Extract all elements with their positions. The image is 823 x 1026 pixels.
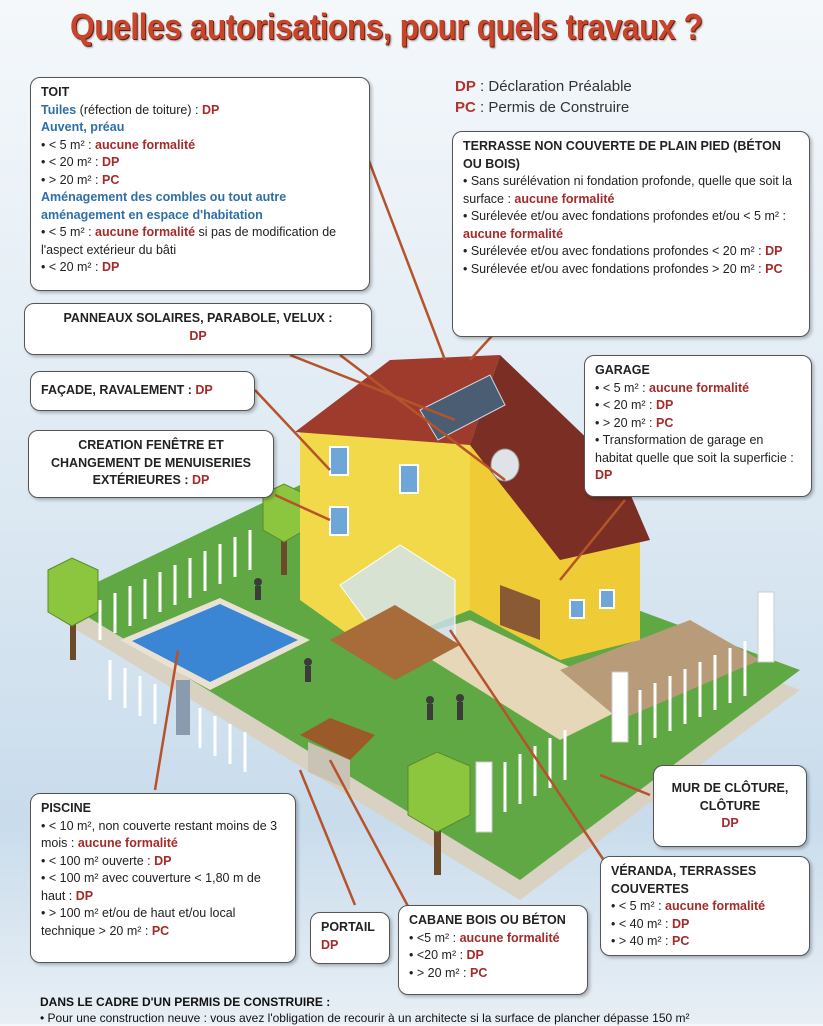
window	[600, 590, 614, 608]
list-item: • < 5 m² : aucune formalité	[595, 380, 750, 395]
box-toit	[30, 77, 370, 291]
mur-heading: MUR DE CLÔTURE, CLÔTURE	[671, 781, 789, 813]
fence-pillar	[176, 680, 190, 735]
list-item: • < 20 m² : DP	[595, 398, 674, 412]
footer	[40, 994, 690, 1026]
box-facade: FAÇADE, RAVALEMENT : DP	[30, 371, 255, 411]
window	[330, 447, 348, 475]
legend	[455, 76, 632, 118]
list-item: • Sans surélévation ni fondation profonde, quelle que soit la surface : aucune formalité	[463, 174, 792, 206]
toit-auvent-heading: Auvent, préau	[41, 120, 125, 134]
portail-value: DP	[321, 937, 339, 952]
list-item: • Transformation de garage en habitat quelle que soit la superficie : DP	[595, 433, 794, 482]
box-panneaux	[24, 303, 372, 355]
portail-heading: PORTAIL	[321, 920, 375, 934]
panneaux-value: DP	[189, 328, 207, 343]
box-cabane	[398, 905, 588, 995]
cabane-heading: CABANE BOIS OU BÉTON	[409, 913, 566, 927]
box-mur	[653, 765, 807, 847]
list-item: • Surélevée et/ou avec fondations profondes > 20 m² : PC	[463, 261, 783, 276]
piscine-heading: PISCINE	[41, 801, 92, 815]
list-item: • Surélevée et/ou avec fondations profondes et/ou < 5 m² : aucune formalité	[463, 209, 786, 241]
tree	[408, 752, 470, 832]
page-title: Quelles autorisations, pour quels travaux ?	[70, 6, 703, 47]
box-garage	[584, 355, 812, 497]
window	[330, 507, 348, 535]
list-item: • < 20 m² : DP	[41, 155, 120, 169]
list-item: • Surélevée et/ou avec fondations profondes < 20 m² : DP	[463, 244, 783, 258]
list-item: • < 10 m², non couverte restant moins de 3 mois : aucune formalité	[41, 818, 278, 850]
list-item: • < 5 m² : aucune formalité	[41, 137, 196, 152]
toit-heading: TOIT	[41, 85, 70, 99]
panneaux-heading: PANNEAUX SOLAIRES, PARABOLE, VELUX :	[63, 311, 333, 325]
mur-value: DP	[721, 816, 739, 830]
list-item: • > 100 m² et/ou de haut et/ou local technique > 20 m² : PC	[41, 906, 236, 938]
footer-line: • Pour une construction neuve : vous avez l'obligation de recourir à un architecte si la surface de plancher dépasse 150 m²	[40, 1011, 690, 1025]
fence-pillar	[612, 672, 628, 742]
garage-heading: GARAGE	[595, 363, 650, 377]
veranda-heading: VÉRANDA, TERRASSES COUVERTES	[611, 864, 757, 896]
window	[400, 465, 418, 493]
box-veranda	[600, 856, 810, 956]
box-piscine	[30, 793, 296, 963]
fence-pillar	[758, 592, 774, 662]
list-item: • > 20 m² : PC	[409, 965, 488, 980]
satellite-dish	[491, 449, 519, 481]
legend-dp: DP : Déclaration Préalable	[455, 78, 632, 95]
list-item: • < 5 m² : aucune formalité	[611, 899, 766, 913]
box-fenetre: CREATION FENÊTRE ET CHANGEMENT DE MENUISERIES EXTÉRIEURES : DP	[28, 430, 274, 498]
list-item: • <20 m² : DP	[409, 948, 484, 962]
tree	[48, 558, 98, 626]
toit-amenagement-heading: Aménagement des combles ou tout autre aménagement en espace d'habitation	[41, 190, 287, 222]
list-item: • > 20 m² : PC	[595, 415, 674, 430]
list-item: • > 20 m² : PC	[41, 172, 120, 187]
list-item: • < 100 m² ouverte : DP	[41, 853, 172, 868]
list-item: • < 100 m² avec couverture < 1,80 m de haut : DP	[41, 871, 261, 903]
box-terrasse	[452, 131, 810, 337]
terrasse-heading: TERRASSE NON COUVERTE DE PLAIN PIED (BÉTON OU BOIS)	[463, 139, 781, 171]
toit-tuiles: Tuiles (réfection de toiture) : DP	[41, 102, 220, 117]
legend-pc: PC : Permis de Construire	[455, 99, 630, 116]
footer-heading: DANS LE CADRE D'UN PERMIS DE CONSTRUIRE :	[40, 995, 331, 1009]
list-item: • < 20 m² : DP	[41, 260, 120, 274]
list-item: • < 40 m² : DP	[611, 916, 690, 931]
list-item: • <5 m² : aucune formalité	[409, 930, 560, 945]
window	[570, 600, 584, 618]
box-portail	[310, 912, 390, 964]
list-item: • < 5 m² : aucune formalité si pas de modification de l'aspect extérieur du bâti	[41, 225, 337, 257]
fence-pillar	[476, 762, 492, 832]
list-item: • > 40 m² : PC	[611, 934, 690, 948]
